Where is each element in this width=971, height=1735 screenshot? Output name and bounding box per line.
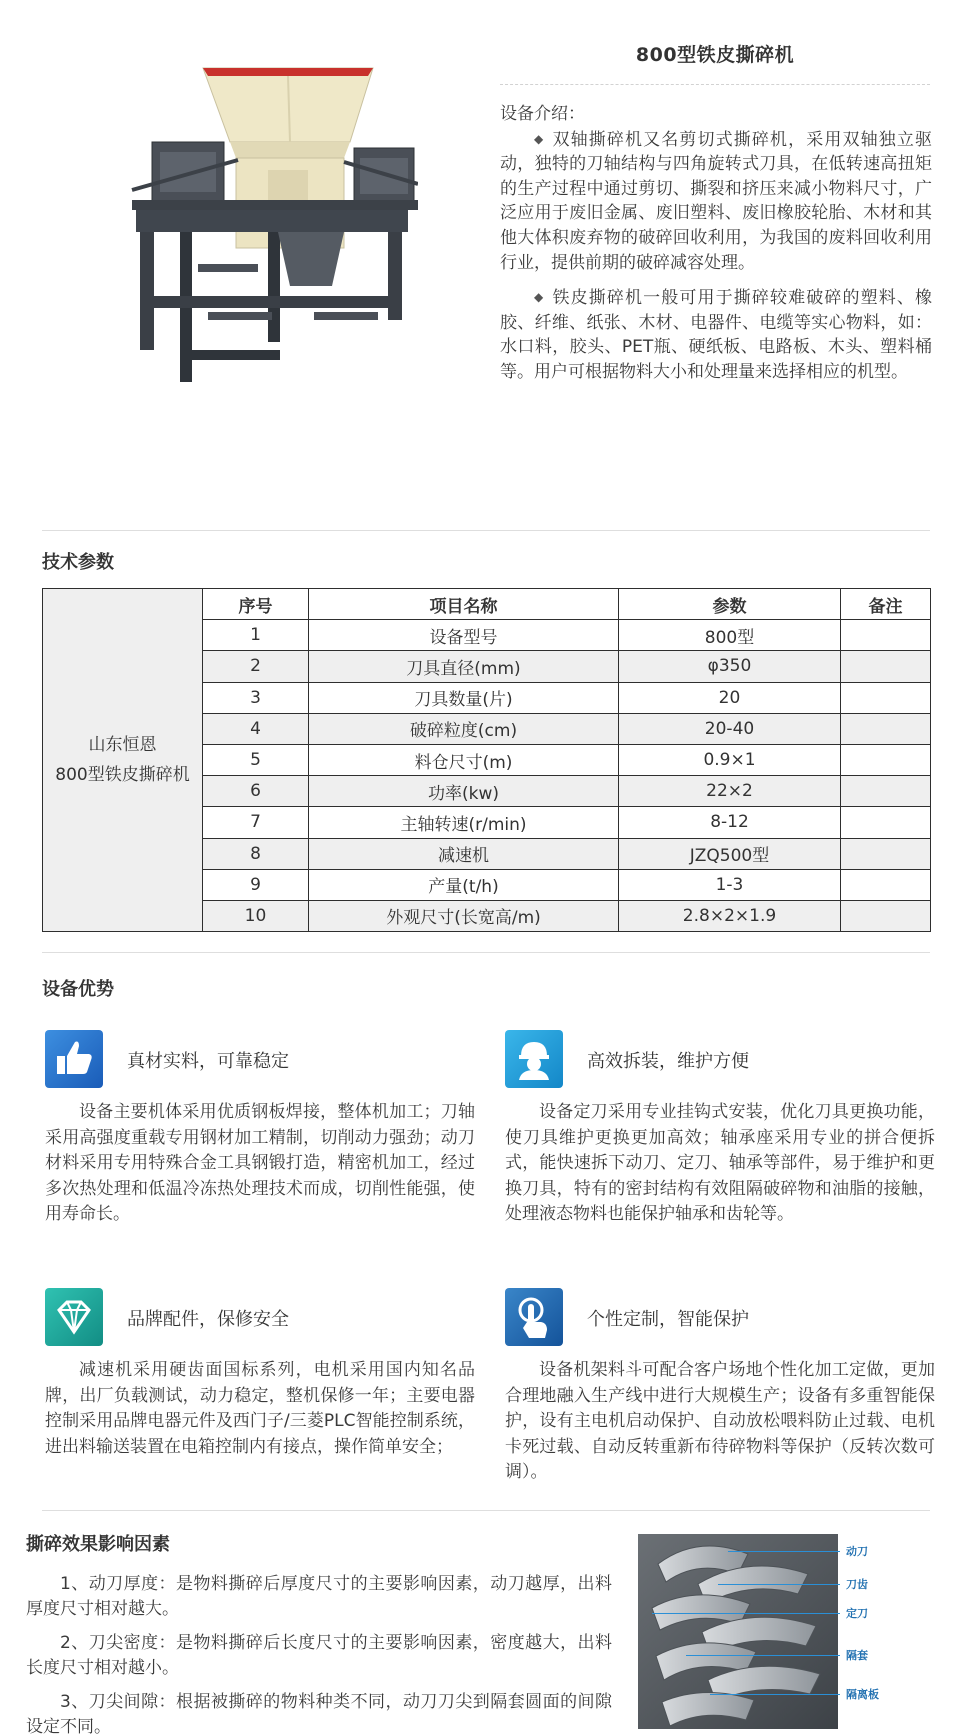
factors-heading: 撕碎效果影响因素 [26,1534,170,1555]
factor-paragraph: 3、刀尖间隙：根据被撕碎的物料种类不同，动刀刀尖到隔套圆面的间隙设定不同。 [26,1692,612,1735]
diagram-label: 定刀 [846,1607,868,1620]
advantage-title: 高效拆装，维护方便 [587,1051,749,1072]
advantage-item [505,1288,935,1488]
section-divider [42,1510,930,1511]
table-row: 8 减速机 JZQ500型 [43,838,931,869]
company-cell: 山东恒恩 800型铁皮撕碎机 [43,589,203,932]
table-row: 2 刀具直径(mm) φ350 [43,651,931,682]
section-divider [42,530,930,531]
factor-paragraph: 2、刀尖密度：是物料撕碎后长度尺寸的主要影响因素，密度越大，出料长度尺寸相对越小。 [26,1633,612,1678]
advantages-heading: 设备优势 [42,979,114,1000]
advantage-title: 个性定制，智能保护 [587,1309,749,1330]
worker-icon [505,1030,563,1088]
col-no-header: 序号 [203,589,309,620]
diamond-icon [45,1288,103,1346]
advantage-text: 设备机架料斗可配合客户场地个性化加工定做，更加合理地融入生产线中进行大规模生产；设备有多重智能保护，设有主电机启动保护、自动放松喂料防止过载、电机卡死过载、自动反转重新布待碎物料等保护（反转次数可调）。 [505,1360,935,1482]
tech-heading: 技术参数 [42,552,114,573]
advantage-text: 减速机采用硬齿面国标系列，电机采用国内知名品牌，出厂负载测试，动力稳定，整机保修一年；主要电器控制采用品牌电器元件及西门子/三菱PLC智能控制系统，进出料输送装置在电箱控制内有接点，操作简单安全； [45,1360,475,1457]
spec-header-row [43,589,931,620]
advantage-item [45,1288,475,1488]
factors-text [26,1572,612,1735]
product-title: 800型铁皮撕碎机 [635,44,795,66]
product-intro [500,102,932,395]
col-note-header: 备注 [841,589,931,620]
title-divider [500,84,930,85]
thumbs-up-icon [45,1030,103,1088]
table-row: 3 刀具数量(片) 20 [43,682,931,713]
touch-icon [505,1288,563,1346]
diagram-label: 动刀 [846,1545,868,1558]
advantage-item [45,1030,475,1230]
label-line [718,1584,840,1585]
advantage-item [505,1030,935,1230]
intro-paragraph: ◆ 铁皮撕碎机一般可用于撕碎较难破碎的塑料、橡胶、纤维、纸张、木材、电器件、电缆等实心物料，如：水口料，胶头、PET瓶、硬纸板、电路板、木头、塑料桶等。用户可根据物料大小和处理量来选择相应的机型。 [500,285,932,384]
intro-label: 设备介绍： [500,104,585,124]
diagram-label: 隔离板 [846,1688,879,1701]
advantage-title: 品牌配件，保修安全 [127,1309,289,1330]
advantage-text: 设备定刀采用专业挂钩式安装，优化刀具更换功能，使刀具维护更换更加高效；轴承座采用专业的拼合便拆式，能快速拆下动刀、定刀、轴承等部件，易于维护和更换刀具，特有的密封结构有效阻隔破碎物和油脂的接触，处理液态物料也能保护轴承和齿轮等。 [505,1102,935,1224]
table-row: 5 料仓尺寸(m) 0.9×1 [43,744,931,775]
advantage-title: 真材实料，可靠稳定 [127,1051,289,1072]
intro-paragraph: ◆ 双轴撕碎机又名剪切式撕碎机，采用双轴独立驱动，独特的刀轴结构与四角旋转式刀具，在低转速高扭矩的生产过程中通过剪切、撕裂和挤压来减小物料尺寸，广泛应用于废旧金属、废旧塑料、废旧橡胶轮胎、木材和其他大体积废弃物的破碎回收利用，为我国的废料回收利用行业，提供前期的破碎减容处理。 [500,127,932,276]
col-param-header: 参数 [619,589,841,620]
label-line [686,1655,840,1656]
blade-diagram [638,1534,930,1729]
section-divider [42,952,930,953]
col-item-header: 项目名称 [309,589,619,620]
table-row: 6 功率(kw) 22×2 [43,776,931,807]
diamond-bullet-icon: ◆ [534,290,544,305]
table-row: 9 产量(t/h) 1-3 [43,869,931,900]
table-row: 10 外观尺寸(长宽高/m) 2.8×2×1.9 [43,900,931,931]
diagram-label: 刀齿 [846,1578,868,1591]
label-line [652,1613,840,1614]
label-line [728,1551,840,1552]
diagram-label: 隔套 [846,1649,868,1662]
label-line [710,1694,840,1695]
diamond-bullet-icon: ◆ [534,131,544,146]
shredder-machine-illustration [118,50,418,390]
table-row: 4 破碎粒度(cm) 20-40 [43,713,931,744]
blade-labels [638,1534,930,1729]
spec-table [42,588,931,932]
table-row: 7 主轴转速(r/min) 8-12 [43,807,931,838]
factor-paragraph: 1、动刀厚度：是物料撕碎后厚度尺寸的主要影响因素，动刀越厚，出料厚度尺寸相对越大。 [26,1574,612,1619]
table-row: 1 设备型号 800型 [43,620,931,651]
advantage-text: 设备主要机体采用优质钢板焊接，整体机加工；刀轴采用高强度重载专用钢材加工精制，切削动力强劲；动刀材料采用专用特殊合金工具钢锻打造，精密机加工，经过多次热处理和低温冷冻热处理技术而成，切削性能强，使用寿命长。 [45,1102,475,1224]
product-image [118,50,418,390]
